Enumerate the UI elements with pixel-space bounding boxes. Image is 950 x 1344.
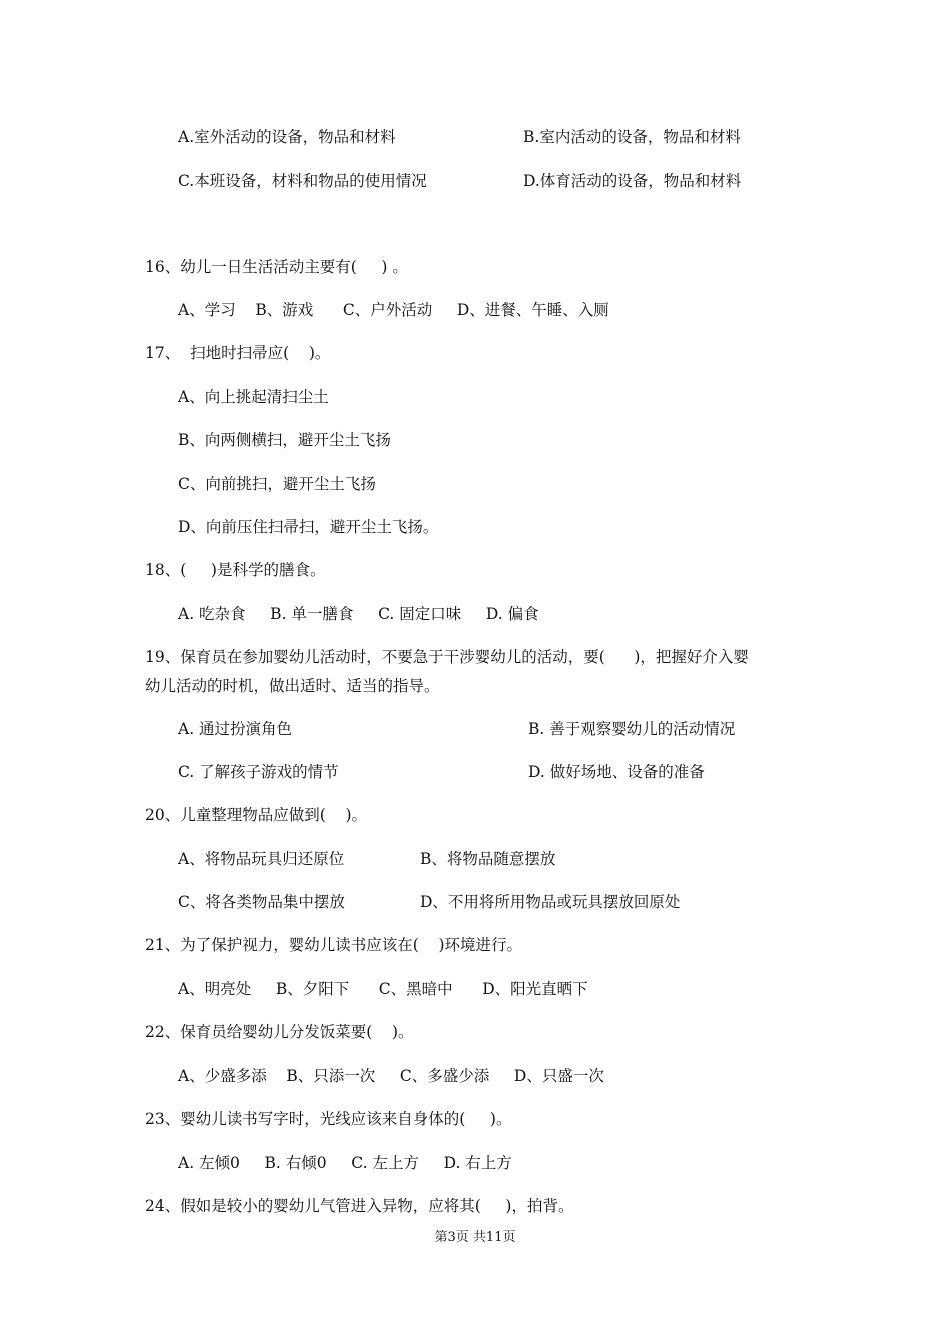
q23-stem: 23、婴幼儿读书写字时，光线应该来自身体的( )。 <box>145 1110 512 1128</box>
q15-option-b: B.室内活动的设备，物品和材料 <box>523 128 741 146</box>
q16-options: A、学习 B、游戏 C、户外活动 D、进餐、午睡、入厕 <box>178 301 609 319</box>
q20-option-c: C、将各类物品集中摆放 <box>178 893 345 911</box>
q20-stem: 20、儿童整理物品应做到( )。 <box>145 806 368 824</box>
page-number-footer: 第3页 共11页 <box>434 1230 516 1245</box>
q21-options: A、明亮处 B、夕阳下 C、黑暗中 D、阳光直晒下 <box>178 980 588 998</box>
q19-option-a: A. 通过扮演角色 <box>178 720 293 738</box>
q17-option-b: B、向两侧横扫，避开尘土飞扬 <box>178 431 391 449</box>
q24-stem: 24、假如是较小的婴幼儿气管进入异物，应将其( )，拍背。 <box>145 1197 574 1215</box>
q18-options: A. 吃杂食 B. 单一膳食 C. 固定口味 D. 偏食 <box>178 605 539 623</box>
q19-option-c: C. 了解孩子游戏的情节 <box>178 763 339 781</box>
q19-option-b: B. 善于观察婴幼儿的活动情况 <box>528 720 736 738</box>
q17-option-d: D、向前压住扫帚扫，避开尘土飞扬。 <box>178 518 439 536</box>
q17-option-c: C、向前挑扫，避开尘土飞扬 <box>178 475 376 493</box>
q15-option-c: C.本班设备，材料和物品的使用情况 <box>178 172 427 190</box>
q16-stem: 16、幼儿一日生活活动主要有( ) 。 <box>145 258 408 276</box>
q22-options: A、少盛多添 B、只添一次 C、多盛少添 D、只盛一次 <box>178 1067 604 1085</box>
q15-option-a: A.室外活动的设备，物品和材料 <box>178 128 396 146</box>
q22-stem: 22、保育员给婴幼儿分发饭菜要( )。 <box>145 1023 414 1041</box>
q17-stem: 17、 扫地时扫帚应( )。 <box>145 344 331 362</box>
q19-stem-line2: 幼儿活动的时机，做出适时、适当的指导。 <box>145 677 440 695</box>
q15-option-d: D.体育活动的设备，物品和材料 <box>523 172 742 190</box>
q19-stem-line1: 19、保育员在参加婴幼儿活动时，不要急于干涉婴幼儿的活动，要( )，把握好介入婴 <box>145 648 749 666</box>
q17-option-a: A、向上挑起清扫尘土 <box>178 388 329 406</box>
q19-option-d: D. 做好场地、设备的准备 <box>528 763 705 781</box>
q20-option-a: A、将物品玩具归还原位 <box>178 850 345 868</box>
q21-stem: 21、为了保护视力，婴幼儿读书应该在( )环境进行。 <box>145 936 523 954</box>
q20-option-d: D、不用将所用物品或玩具摆放回原处 <box>420 893 681 911</box>
q18-stem: 18、( )是科学的膳食。 <box>145 561 326 579</box>
q20-option-b: B、将物品随意摆放 <box>420 850 556 868</box>
q23-options: A. 左倾0 B. 右倾0 C. 左上方 D. 右上方 <box>178 1154 512 1172</box>
